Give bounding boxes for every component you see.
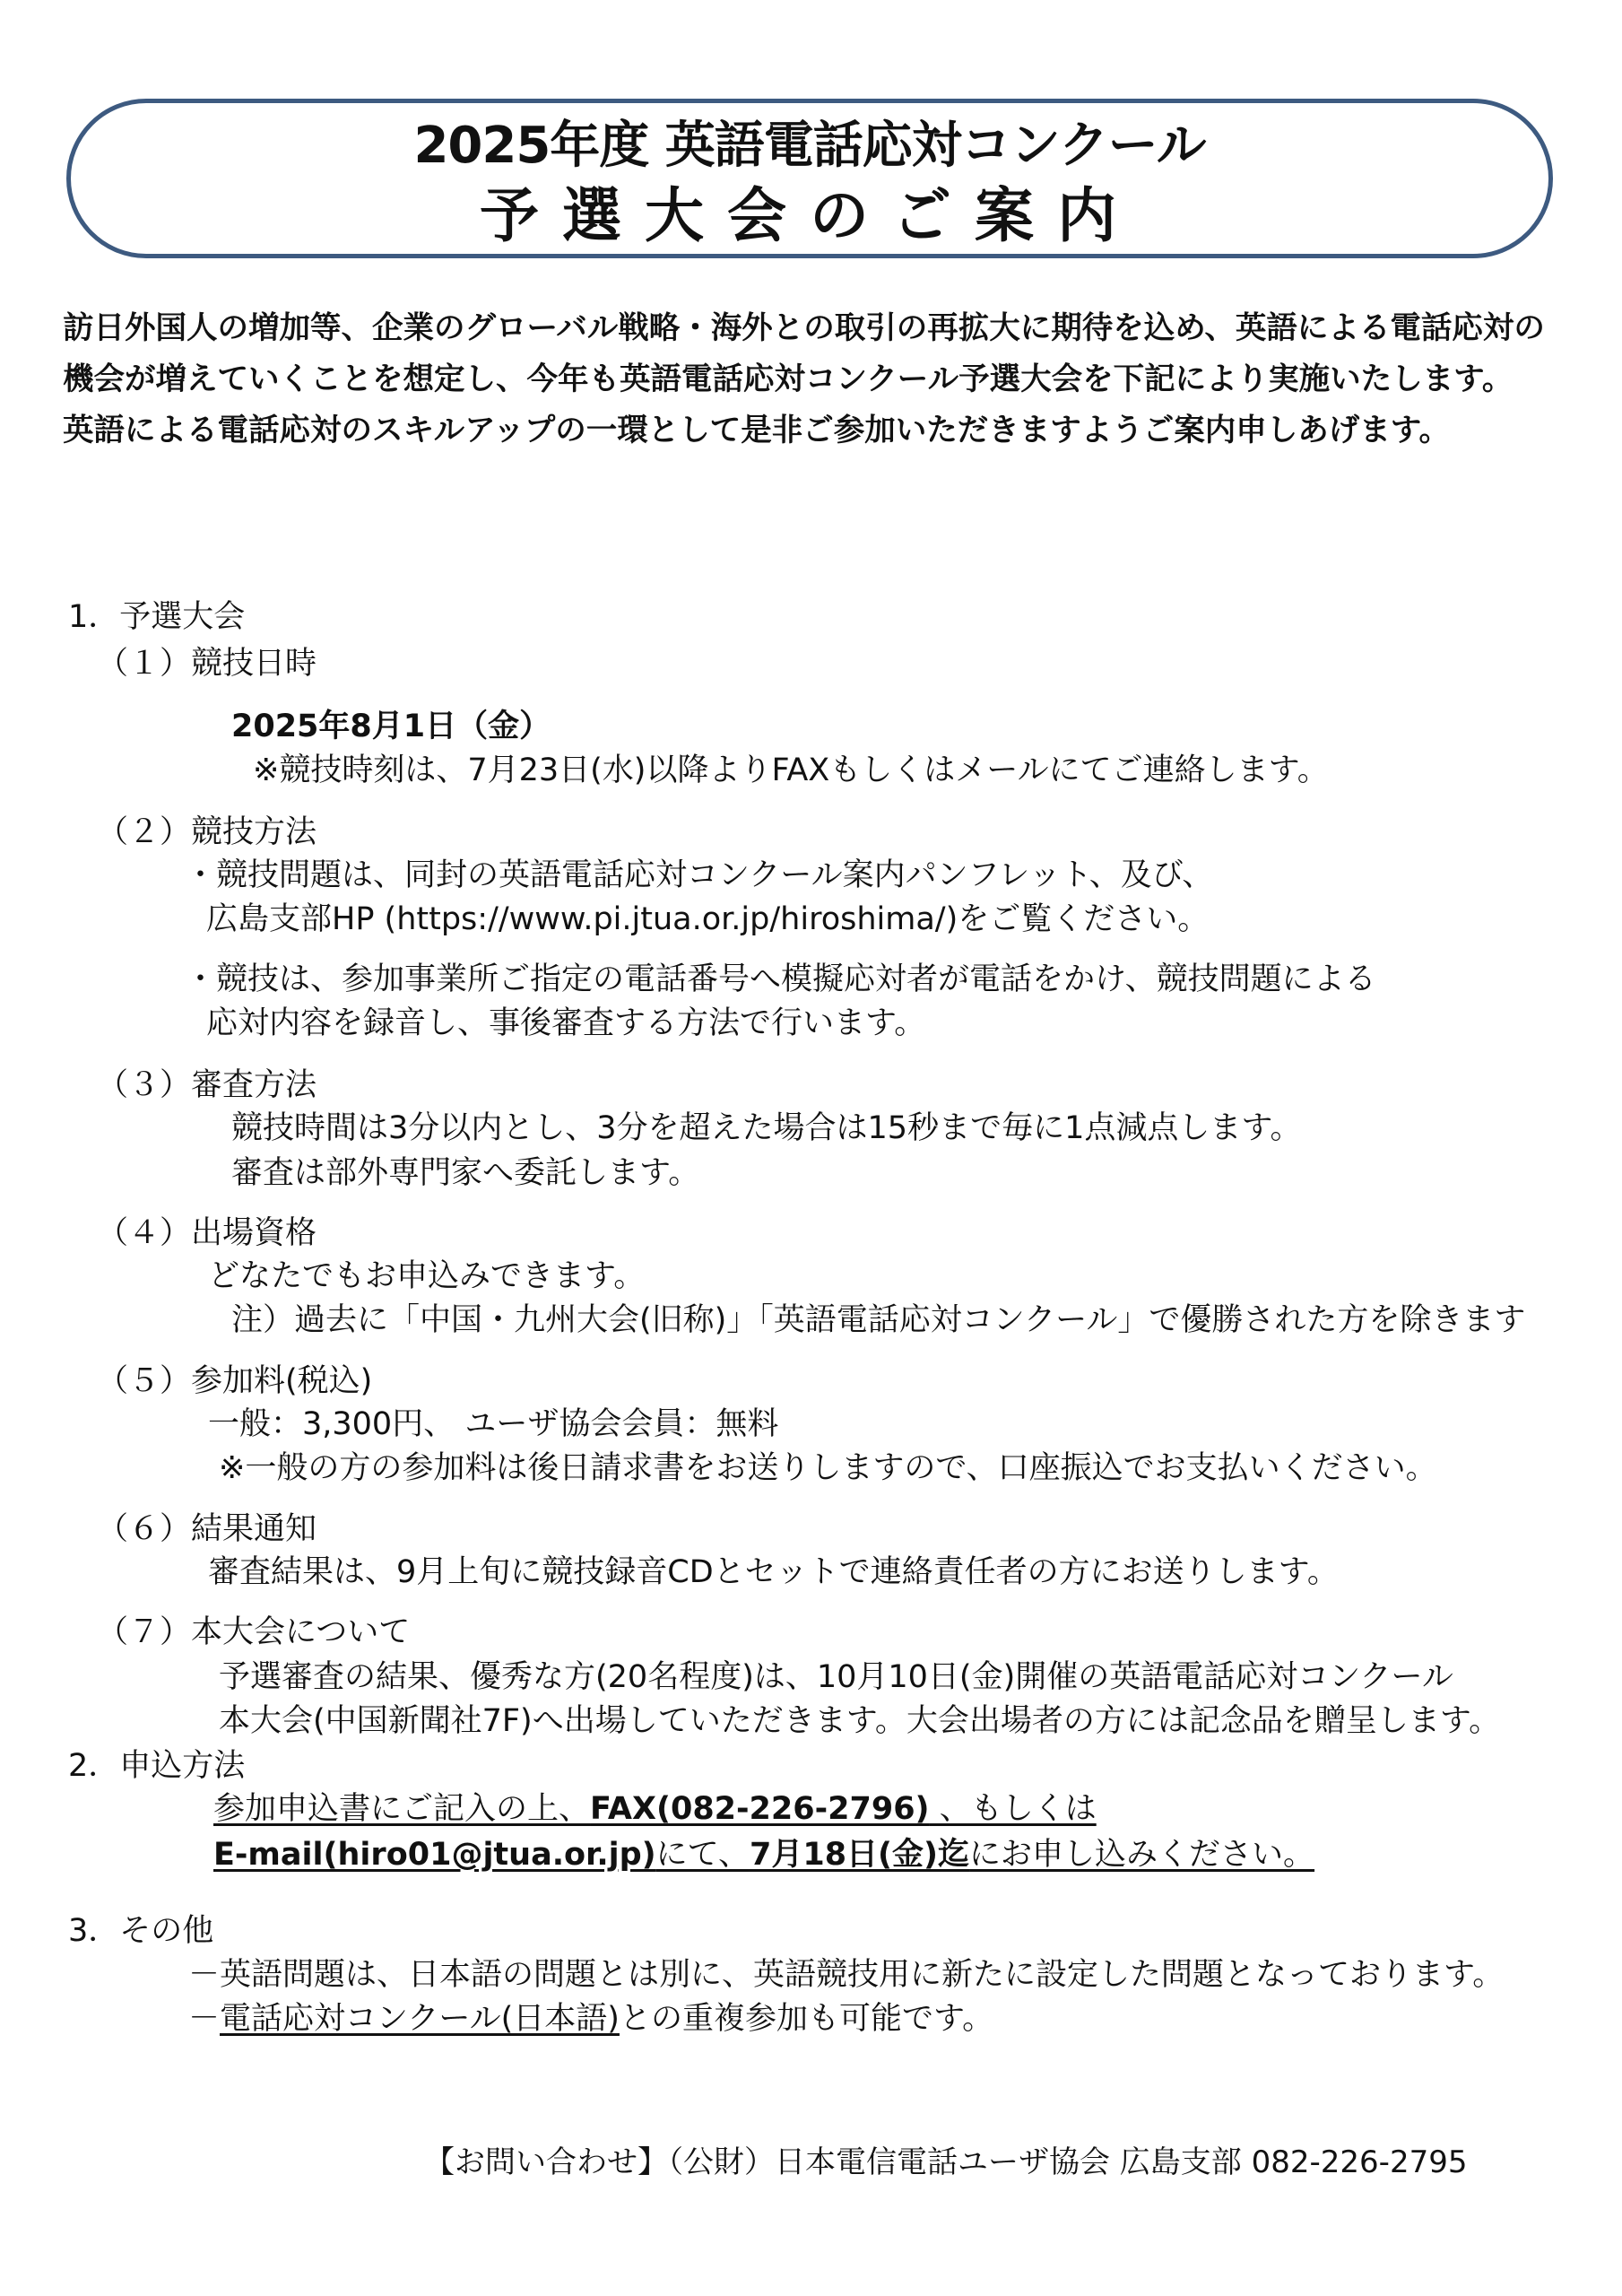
s3-line2: 審査は部外専門家へ委託します。 bbox=[231, 1155, 700, 1191]
s1-note: ※競技時刻は、7月23日(水)以降よりFAXもしくはメールにてご連絡します。 bbox=[253, 752, 1329, 788]
s5-heading: （５）参加料(税込) bbox=[97, 1363, 373, 1399]
s4-line1: どなたでもお申込みできます。 bbox=[208, 1258, 646, 1294]
other-line2-text: との重複参加も可能です。 bbox=[619, 2001, 994, 2037]
s7-line1: 予選審査の結果、優秀な方(20名程度)は、10月10日(金)開催の英語電話応対コンクール bbox=[219, 1659, 1453, 1695]
s2-line4: 応対内容を録音し、事後審査する方法で行います。 bbox=[206, 1005, 926, 1041]
section1-heading: 1．予選大会 bbox=[68, 599, 246, 635]
s2-line2: 広島支部HP (https://www.pi.jtua.or.jp/hiroshima/)をご覧ください。 bbox=[206, 901, 1210, 937]
page-title: 2025年度 英語電話応対コンクール bbox=[413, 117, 1206, 175]
s1-date: 2025年8月1日（金） bbox=[231, 709, 551, 744]
s4-heading: （４）出場資格 bbox=[97, 1215, 317, 1251]
intro-paragraph-2: 英語による電話応対のスキルアップの一環として是非ご参加いただきますようご案内申しあげます。 bbox=[63, 413, 1450, 448]
section3-heading: 3．その他 bbox=[68, 1913, 214, 1949]
s4-line2: 注）過去に「中国・九州大会(旧称)」「英語電話応対コンクール」で優勝された方を除きます bbox=[231, 1302, 1526, 1338]
other-line1: －英語問題は、日本語の問題とは別に、英語競技用に新たに設定した問題となっております。 bbox=[188, 1957, 1505, 1993]
s5-line2: ※一般の方の参加料は後日請求書をお送りしますので、口座振込でお支払いください。 bbox=[219, 1450, 1437, 1486]
s2-line3: ・競技は、参加事業所ご指定の電話番号へ模擬応対者が電話をかけ、競技問題による bbox=[185, 961, 1376, 997]
s7-heading: （７）本大会について bbox=[97, 1614, 411, 1650]
apply-line2-suffix: にお申し込みください。 bbox=[969, 1837, 1315, 1873]
apply-line2 bbox=[213, 1832, 1314, 1877]
intro-paragraph-1: 訪日外国人の増加等、企業のグローバル戦略・海外との取引の再拡大に期待を込め、英語による電話応対の機会が増えていくことを想定し、今年も英語電話応対コンクール予選大会を下記により実施いたします。 bbox=[63, 310, 1545, 397]
s2-line1: ・競技問題は、同封の英語電話応対コンクール案内パンフレット、及び、 bbox=[185, 857, 1214, 893]
s3-line1: 競技時間は3分以内とし、3分を超えた場合は15秒まで毎に1点減点します。 bbox=[231, 1110, 1302, 1146]
intro-text bbox=[63, 303, 1569, 457]
apply-line1 bbox=[213, 1787, 1097, 1831]
other-line2-dash: － bbox=[188, 2001, 221, 2037]
apply-line1-suffix: 、もしくは bbox=[929, 1791, 1097, 1827]
section2-heading: 2．申込方法 bbox=[68, 1748, 246, 1784]
deadline: 7月18日(金)迄 bbox=[749, 1837, 970, 1873]
fax-number: FAX(082-226-2796) bbox=[590, 1791, 930, 1827]
email-link[interactable]: E-mail(hiro01@jtua.or.jp) bbox=[213, 1837, 656, 1873]
japanese-contest-link[interactable]: 電話応対コンクール(日本語) bbox=[220, 2001, 620, 2037]
apply-line1-text: 参加申込書にご記入の上、 bbox=[213, 1791, 591, 1827]
s3-heading: （３）審査方法 bbox=[97, 1067, 317, 1103]
s6-heading: （６）結果通知 bbox=[97, 1511, 317, 1547]
other-line2 bbox=[188, 1996, 993, 2041]
apply-line2-text: にて、 bbox=[655, 1837, 750, 1873]
s7-line2: 本大会(中国新聞社7F)へ出場していただきます。大会出場者の方には記念品を贈呈します。 bbox=[219, 1703, 1501, 1739]
page-subtitle: 予選大会のご案内 bbox=[480, 181, 1140, 250]
s2-heading: （２）競技方法 bbox=[97, 814, 317, 850]
s1-heading: （１）競技日時 bbox=[97, 646, 317, 682]
s5-line1: 一般：3,300円、 ユーザ協会会員：無料 bbox=[208, 1406, 779, 1442]
title-box bbox=[66, 99, 1553, 258]
s6-line1: 審査結果は、9月上旬に競技録音CDとセットで連絡責任者の方にお送りします。 bbox=[208, 1554, 1339, 1590]
contact-footer: 【お問い合わせ】（公財）日本電信電話ユーザ協会 広島支部 082-226-2795 bbox=[424, 2144, 1468, 2180]
